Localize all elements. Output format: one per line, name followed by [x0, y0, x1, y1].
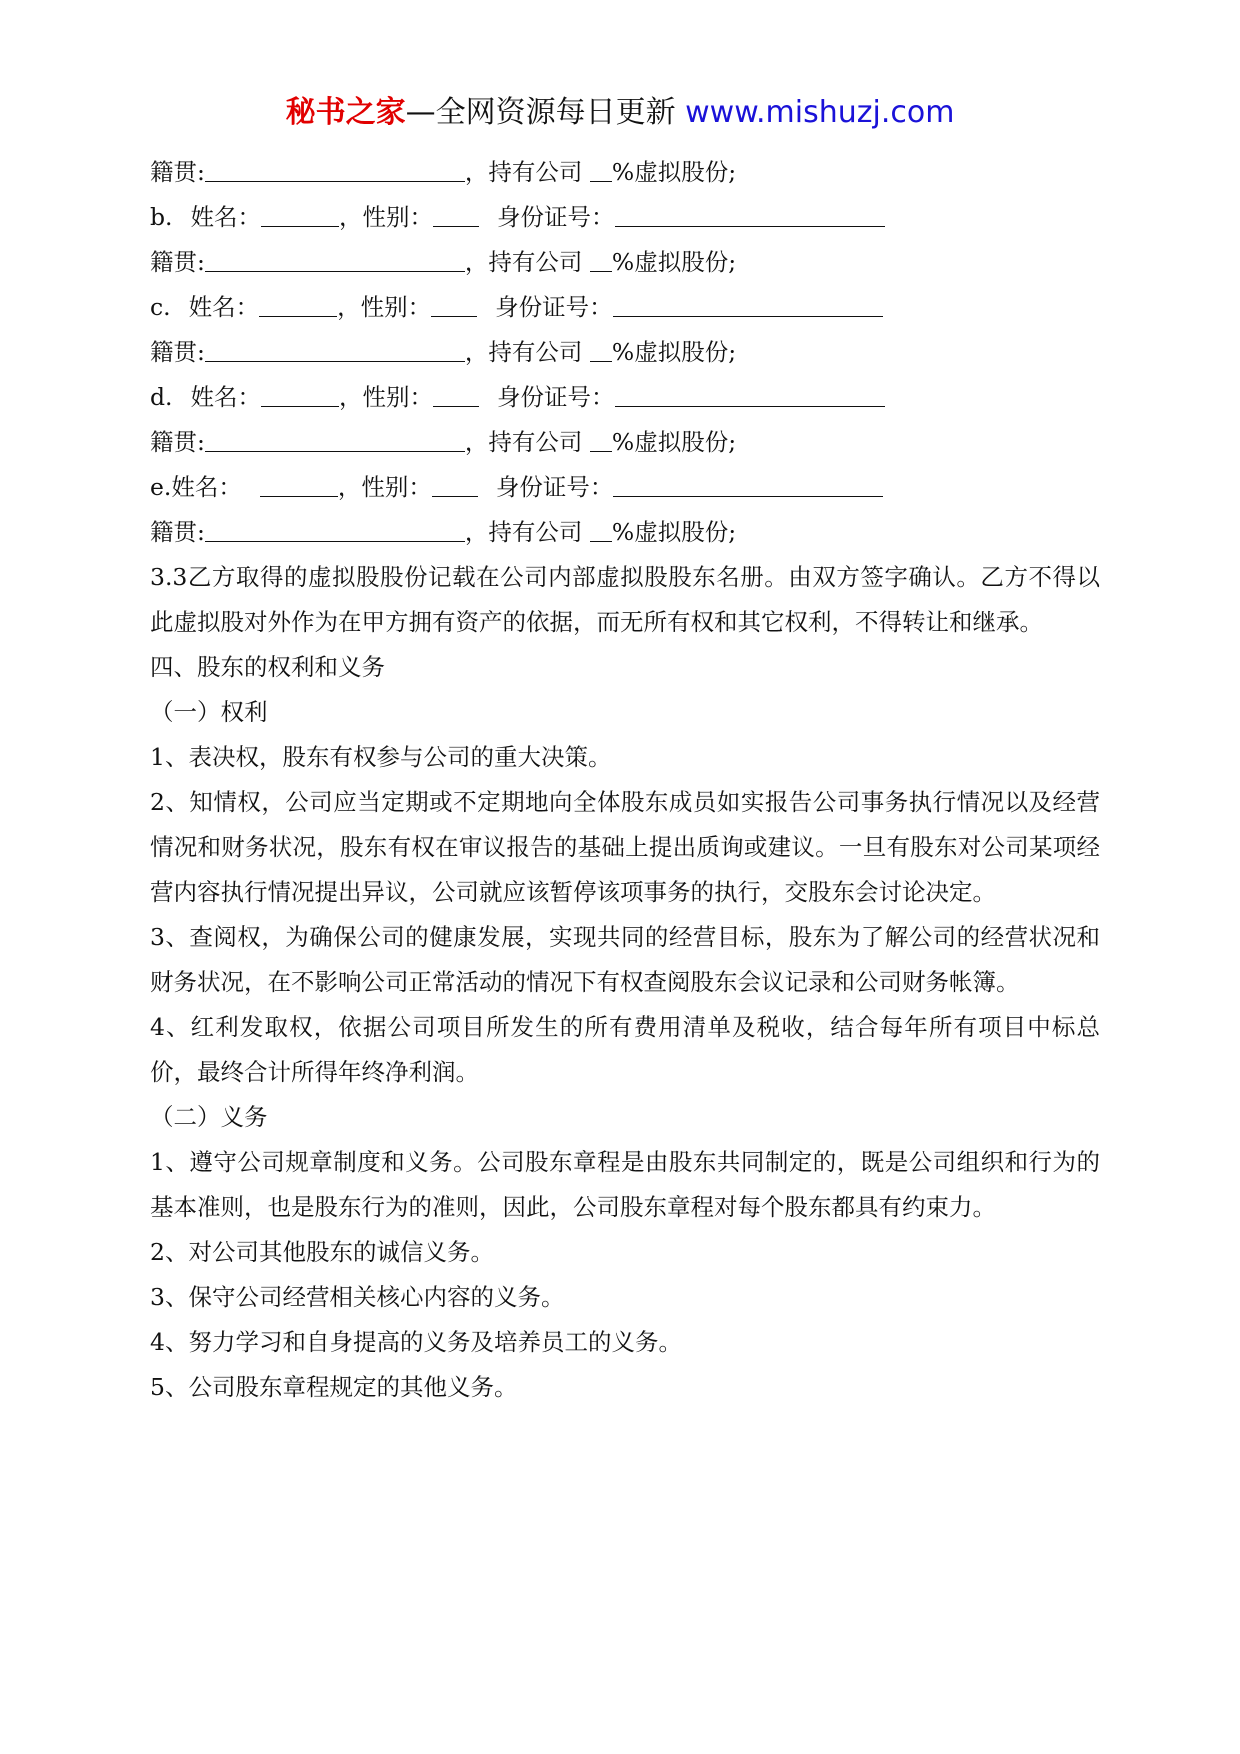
percent-text: %虚拟股份;: [611, 428, 737, 456]
percent-blank[interactable]: [590, 155, 612, 182]
row-prefix: d.: [150, 383, 173, 411]
id-label: 身份证号：: [495, 293, 613, 321]
holding-text: ，持有公司: [464, 158, 583, 186]
id-blank[interactable]: [613, 470, 883, 497]
id-label: 身份证号：: [497, 203, 615, 231]
rights-item: 1、表决权，股东有权参与公司的重大决策。: [150, 743, 612, 771]
jiguan-blank[interactable]: [205, 245, 465, 272]
jiguan-label: 籍贯:: [150, 338, 205, 366]
name-label: 姓名：: [190, 383, 262, 411]
holding-text: ，持有公司: [464, 518, 583, 546]
duties-item: 5、公司股东章程规定的其他义务。: [150, 1373, 518, 1401]
name-blank[interactable]: [261, 380, 339, 407]
name-blank[interactable]: [259, 290, 337, 317]
jiguan-label: 籍贯:: [150, 158, 205, 186]
id-blank[interactable]: [615, 200, 885, 227]
duties-item: 3、保守公司经营相关核心内容的义务。: [150, 1283, 565, 1311]
gender-blank[interactable]: [433, 380, 479, 407]
document-body: [150, 150, 1100, 1410]
jiguan-line: [150, 150, 1100, 195]
brand-name: 秘书之家: [285, 95, 406, 130]
jiguan-line: [150, 420, 1100, 465]
gender-label: ，性别：: [339, 203, 434, 231]
jiguan-label: 籍贯:: [150, 248, 205, 276]
jiguan-label: 籍贯:: [150, 518, 205, 546]
percent-blank[interactable]: [590, 335, 612, 362]
jiguan-blank[interactable]: [205, 515, 465, 542]
percent-blank[interactable]: [590, 515, 612, 542]
rights-item: 4、红利发取权，依据公司项目所发生的所有费用清单及税收，结合每年所有项目中标总价，最终合计所得年终净利润。: [150, 1013, 1100, 1086]
subsection-heading-rights: （一）权利: [150, 698, 268, 726]
jiguan-line: [150, 240, 1100, 285]
name-blank[interactable]: [261, 200, 339, 227]
percent-text: %虚拟股份;: [611, 158, 737, 186]
jiguan-blank[interactable]: [205, 425, 465, 452]
subsection-heading-duties: （二）义务: [150, 1103, 268, 1131]
shareholder-row: [150, 465, 1100, 510]
jiguan-label: 籍贯:: [150, 428, 205, 456]
jiguan-blank[interactable]: [205, 335, 465, 362]
id-blank[interactable]: [615, 380, 885, 407]
name-label: 姓名：: [171, 473, 242, 501]
percent-text: %虚拟股份;: [611, 518, 737, 546]
watermark-header: [0, 95, 1240, 130]
gender-blank[interactable]: [431, 290, 477, 317]
duties-item: 2、对公司其他股东的诚信义务。: [150, 1238, 494, 1266]
holding-text: ，持有公司: [464, 248, 583, 276]
header-slogan: —全网资源每日更新: [405, 95, 676, 130]
percent-text: %虚拟股份;: [611, 338, 737, 366]
id-blank[interactable]: [613, 290, 883, 317]
row-prefix: e.: [150, 473, 172, 501]
name-label: 姓名：: [188, 293, 260, 321]
duties-item: 1、遵守公司规章制度和义务。公司股东章程是由股东共同制定的，既是公司组织和行为的基本准则，也是股东行为的准则，因此，公司股东章程对每个股东都具有约束力。: [150, 1148, 1100, 1221]
shareholder-row: [150, 285, 1100, 330]
clause-3-3: 3.3乙方取得的虚拟股股份记载在公司内部虚拟股股东名册。由双方签字确认。乙方不得以此虚拟股对外作为在甲方拥有资产的依据，而无所有权和其它权利，不得转让和继承。: [150, 563, 1100, 636]
duties-item: 4、努力学习和自身提高的义务及培养员工的义务。: [150, 1328, 682, 1356]
holding-text: ，持有公司: [464, 338, 583, 366]
gender-label: ，性别：: [337, 473, 432, 501]
name-label: 姓名：: [190, 203, 262, 231]
shareholder-row: [150, 195, 1100, 240]
id-label: 身份证号：: [497, 383, 615, 411]
gender-label: ，性别：: [337, 293, 432, 321]
name-blank[interactable]: [260, 470, 338, 497]
percent-blank[interactable]: [590, 425, 612, 452]
rights-item: 3、查阅权，为确保公司的健康发展，实现共同的经营目标，股东为了解公司的经营状况和财务状况，在不影响公司正常活动的情况下有权查阅股东会议记录和公司财务帐簿。: [150, 923, 1100, 996]
rights-item: 2、知情权，公司应当定期或不定期地向全体股东成员如实报告公司事务执行情况以及经营情况和财务状况，股东有权在审议报告的基础上提出质询或建议。一旦有股东对公司某项经营内容执行情况提出异议，公司就应该暂停该项事务的执行，交股东会讨论决定。: [150, 788, 1100, 906]
percent-text: %虚拟股份;: [611, 248, 737, 276]
percent-blank[interactable]: [590, 245, 612, 272]
jiguan-line: [150, 510, 1100, 555]
holding-text: ，持有公司: [464, 428, 583, 456]
gender-blank[interactable]: [432, 470, 478, 497]
row-prefix: b.: [150, 203, 173, 231]
header-url[interactable]: www.mishuzj.com: [685, 95, 955, 130]
gender-label: ，性别：: [339, 383, 434, 411]
gender-blank[interactable]: [433, 200, 479, 227]
row-prefix: c.: [150, 293, 171, 321]
id-label: 身份证号：: [495, 473, 614, 501]
section-heading: 四、股东的权利和义务: [150, 653, 385, 681]
shareholder-row: [150, 375, 1100, 420]
jiguan-blank[interactable]: [205, 155, 465, 182]
jiguan-line: [150, 330, 1100, 375]
